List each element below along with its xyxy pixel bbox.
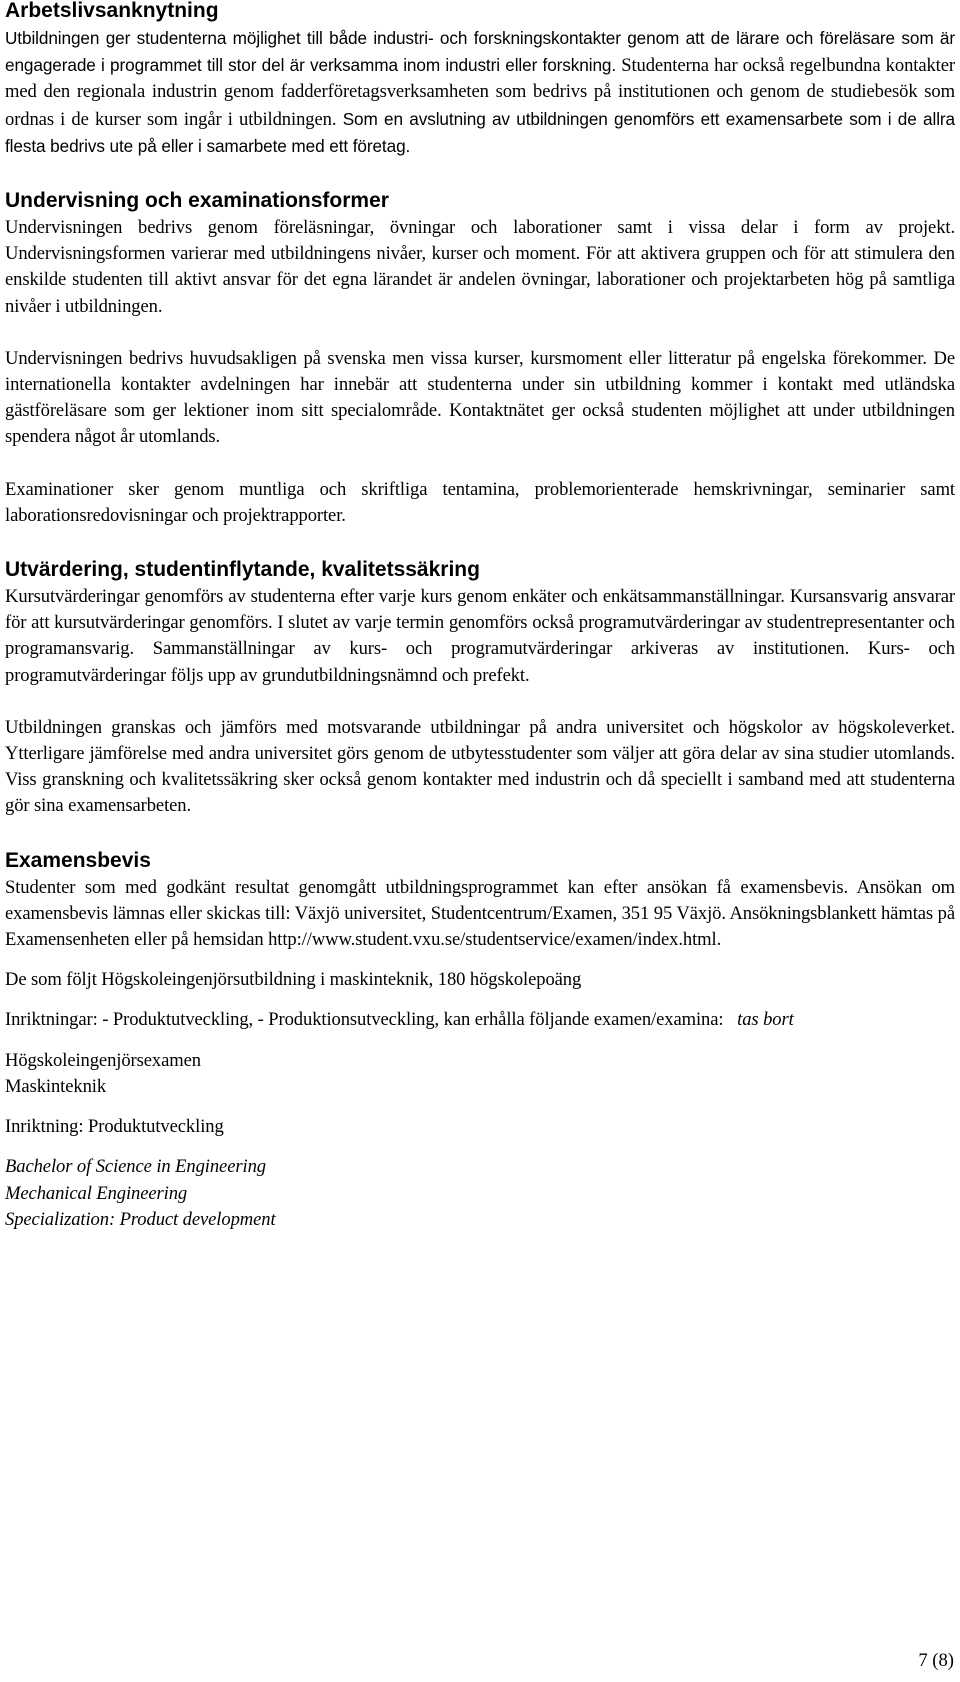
paragraph-examensbevis-2: De som följt Högskoleingenjörsutbildning i maskinteknik, 180 högskolepoäng — [5, 969, 582, 991]
paragraph-utvardering-2: Utbildningen granskas och jämförs med motsvarande utbildningar på andra universitet och högskolor av högskoleverket. Ytterligare jämförelse med andra universitet görs genom de utbytesstudenter som väljer att göra delar av sina studier utomlands. Viss granskning och kvalitetssäkring sker också genom kontakter med industrin och då speciellt i samband med att studenterna gör sina examensarbeten. — [5, 716, 955, 817]
paragraph-utvardering-1: Kursutvärderingar genomförs av studenterna efter varje kurs genom enkäter och enkätsammanställningar. Kursansvarig ansvarar för att kursutvärderingar genomförs. I slutet av varje termin genomförs också programutvärderingar av studentrepresentanter och programansvarig. Sammanställningar av kurs- och programutvärderingar arkiveras av institutionen. Kurs- och programutvärderingar följs upp av grundutbildningsnämnd och prefekt. — [5, 586, 955, 686]
arbetsliv-sans-part: Som en avslutning av utbildningen genomförs ett examensarbete som i de allra flesta bedrivs ute på eller i samarbete med ett företag. — [5, 108, 956, 156]
english-degree-block — [5, 1154, 955, 1233]
paragraph-undervisning-2: Undervisningen bedrivs huvudsakligen på svenska men vissa kurser, kursmoment eller litteratur på engelska förekommer. De internationella kontakter avdelningen har innebär att studenterna under sin utbildning kommer i kontakt med utländska gästföreläsare som ger lektioner inom sitt specialområde. Kontaktnätet ger också studenten möjlighet att under utbildningen spendera något år utomlands. — [5, 347, 955, 448]
heading-utvardering: Utvärdering, studentinflytande, kvalitetssäkring — [5, 558, 480, 582]
tas-bort-note: tas bort — [737, 1009, 794, 1031]
paragraph-undervisning-1: Undervisningen bedrivs genom föreläsningar, övningar och laborationer samt i vissa delar i form av projekt. Undervisningsformen varierar med utbildningens nivåer, kurser och moment. För att aktivera gruppen och för att stimulera den enskilde studenten till aktivt ansvar för det egna lärandet är andelen övningar, laborationer och projektarbeten hög på samtliga nivåer i utbildningen. — [5, 217, 955, 317]
inriktning-line: Inriktning: Produktutveckling — [5, 1116, 224, 1138]
heading-arbetslivsanknytning: Arbetslivsanknytning — [5, 0, 219, 22]
heading-examensbevis: Examensbevis — [5, 848, 151, 872]
arbetsliv-intro: Utbildningen ger studenterna möjlighet till både industri- och forskningskontakter genom att de lärare och föreläsare som är engagerade i programmet till stor del är verksamma inom industri eller forskning. — [5, 28, 955, 76]
document-page — [5, 0, 955, 1233]
paragraph-arbetsliv — [5, 25, 955, 160]
degree-line-2: Maskinteknik — [5, 1075, 107, 1097]
heading-undervisning: Undervisning och examinationsformer — [5, 189, 389, 213]
inriktningar-text: Inriktningar: - Produktutveckling, - Produktionsutveckling, kan erhålla följande examen/examina: — [5, 1009, 724, 1031]
degree-block — [5, 1048, 955, 1100]
arbetsliv-serif-part: Studenterna har också regelbundna kontakter med den regionala industrin genom fadderföretagsverksamheten som bedrivs på institutionen och genom de studiebesök som ordnas i de kurser som ingår i utbildningen. — [5, 55, 955, 130]
paragraph-examensbevis-1: Studenter som med godkänt resultat genomgått utbildningsprogrammet kan efter ansökan få examensbevis. Ansökan om examensbevis lämnas eller skickas till: Växjö universitet, Studentcentrum/Examen, 351 95 Växjö. Ansökningsblankett hämtas på Examensenheten eller på hemsidan http://www.student.vxu.se/studentservice/examen/index.html. — [5, 876, 955, 951]
page-number: 7 (8) — [918, 1650, 954, 1671]
degree-line-1: Högskoleingenjörsexamen — [5, 1049, 201, 1071]
english-line-2: Mechanical Engineering — [5, 1182, 188, 1204]
english-line-3: Specialization: Product development — [5, 1208, 276, 1230]
paragraph-undervisning-3: Examinationer sker genom muntliga och skriftliga tentamina, problemorienterade hemskrivningar, seminarier samt laborationsredovisningar och projektrapporter. — [5, 478, 955, 526]
paragraph-examensbevis-3 — [5, 1007, 955, 1033]
english-line-1: Bachelor of Science in Engineering — [5, 1156, 266, 1178]
